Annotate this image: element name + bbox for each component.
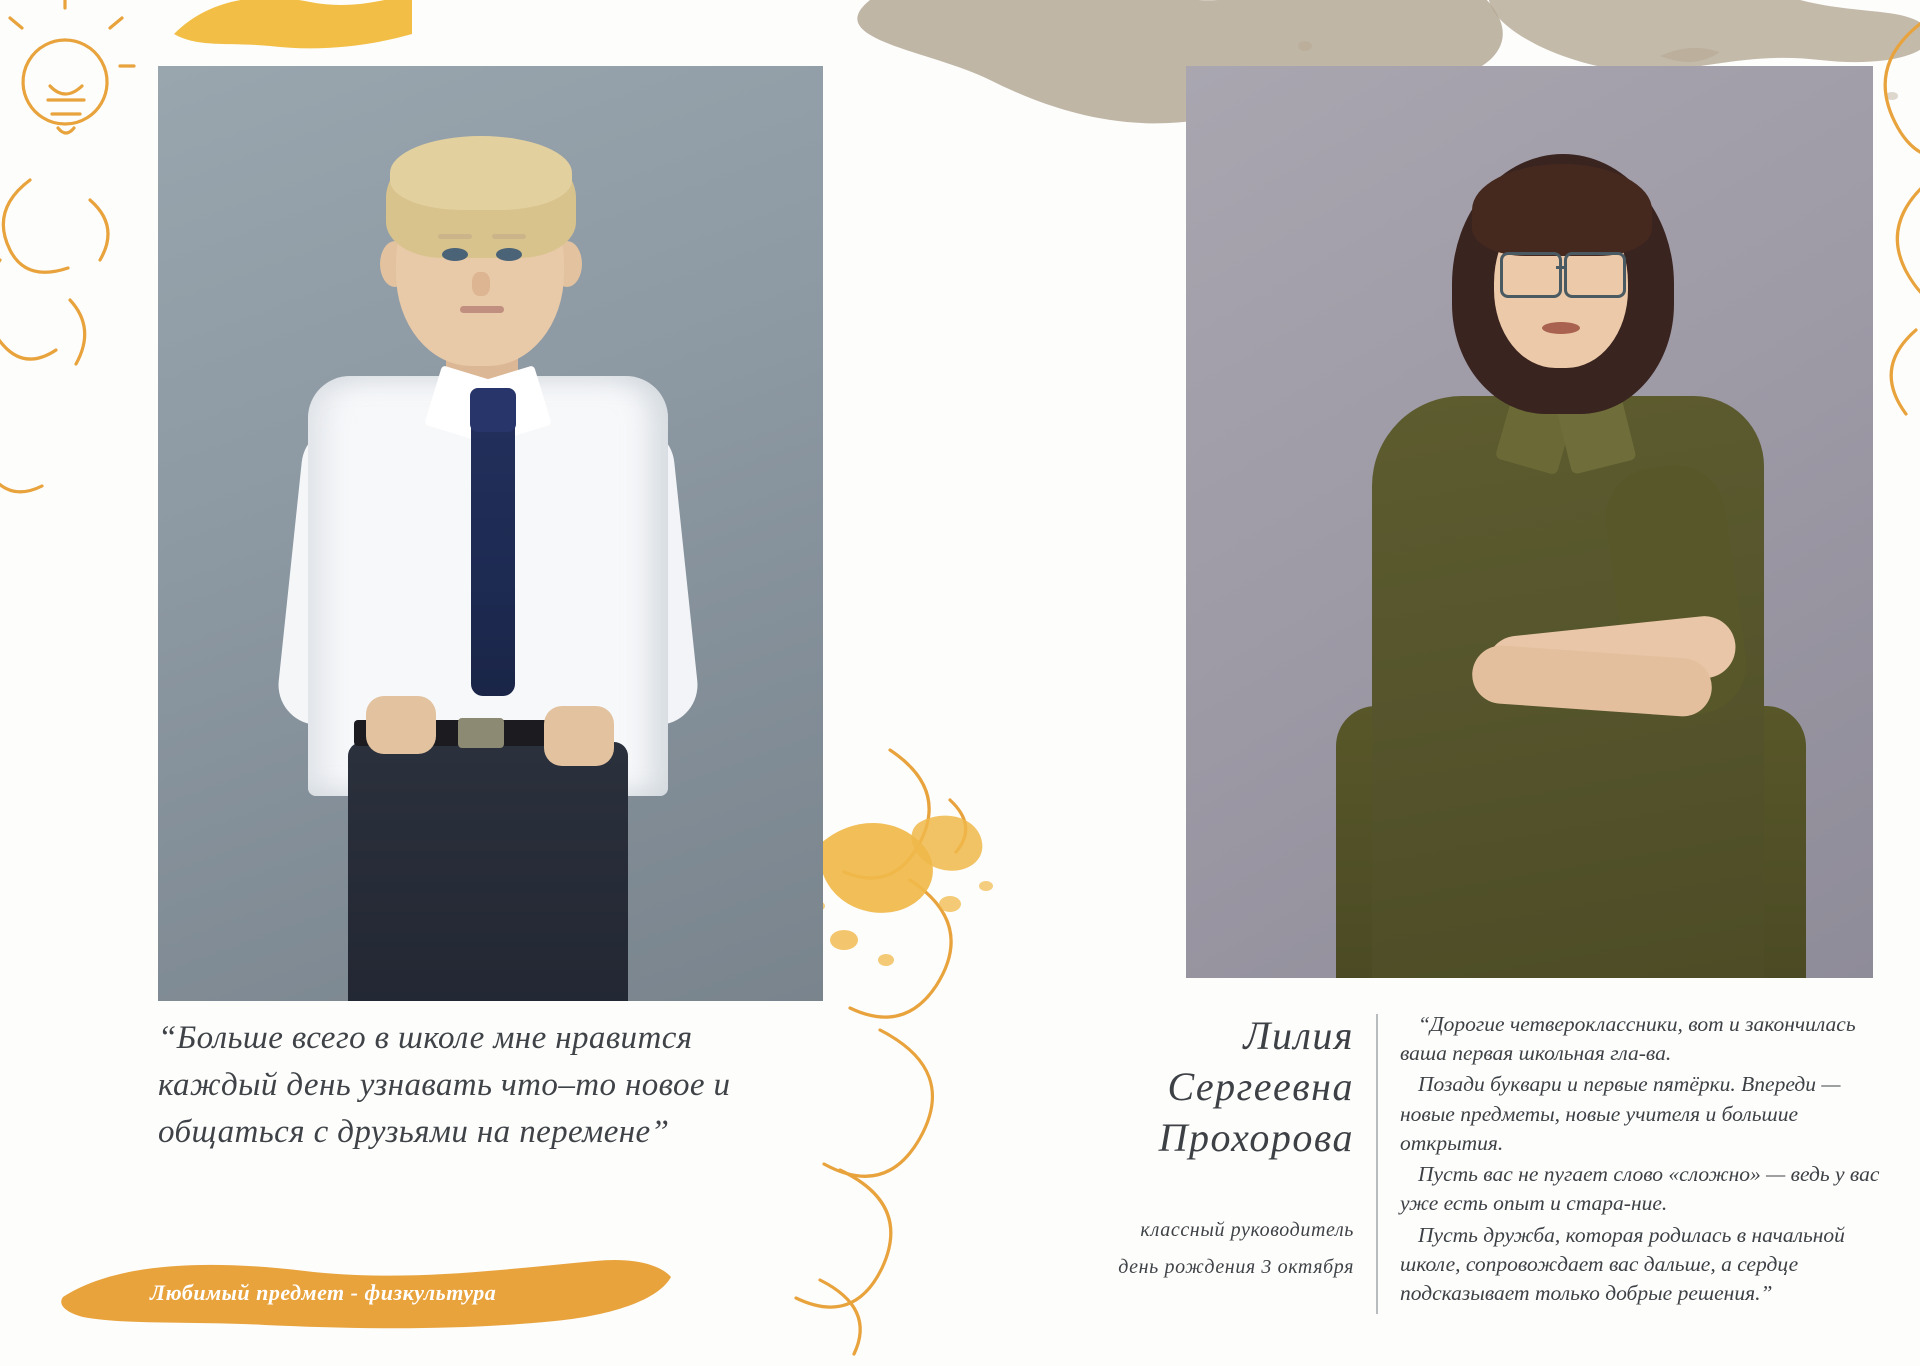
teacher-lips — [1542, 322, 1580, 334]
paint-splatter-icon — [800, 800, 1020, 980]
student-quote: “Больше всего в школе мне нравится каждый день узнавать что–то новое и общаться с друзьями на перемене” — [158, 1020, 731, 1150]
teacher-hair-fringe — [1472, 164, 1652, 256]
student-hand-right — [544, 706, 614, 766]
favorite-subject-label: Любимый предмет - физкультура — [150, 1280, 497, 1305]
teacher-name-line-1: Лилия — [1243, 1013, 1354, 1058]
teacher-glasses-right-lens — [1564, 252, 1626, 298]
student-trousers — [348, 742, 628, 1001]
teacher-letter-paragraph: Пусть дружба, которая родилась в начальной школе, сопровождает вас дальше, а сердце подсказывает только добрые решения.” — [1400, 1222, 1845, 1306]
student-hand-left — [366, 696, 436, 754]
student-necktie-knot — [470, 388, 516, 432]
teacher-role: классный руководитель — [1140, 1218, 1354, 1241]
teacher-glasses-left-lens — [1500, 252, 1562, 298]
teacher-name-line-2: Сергеевна — [1167, 1064, 1354, 1110]
teacher-info-block — [1100, 1010, 1890, 1314]
student-belt-buckle — [458, 718, 504, 748]
teacher-letter — [1378, 1010, 1890, 1310]
student-mouth — [460, 306, 504, 313]
student-hair-highlight — [390, 136, 572, 210]
student-necktie — [471, 396, 515, 696]
teacher-identity — [1100, 1010, 1376, 1279]
teacher-photo — [1186, 66, 1873, 978]
teacher-name — [1100, 1010, 1354, 1164]
student-photo — [158, 66, 823, 1001]
teacher-letter-paragraph: “Дорогие четвероклассники, вот и закончилась ваша первая школьная гла-ва. — [1400, 1012, 1856, 1066]
favorite-subject-banner — [55, 1255, 675, 1337]
teacher-letter-paragraph: Позади буквари и первые пятёрки. Впереди — новые предметы, новые учителя и большие открытия. — [1400, 1072, 1841, 1155]
student-nose — [472, 272, 490, 296]
student-eyebrow-left — [438, 234, 472, 239]
teacher-name-line-3: Прохорова — [1158, 1115, 1354, 1161]
teacher-birthday: день рождения 3 октября — [1118, 1255, 1354, 1278]
student-eye-right — [496, 248, 522, 261]
student-eye-left — [442, 248, 468, 261]
teacher-letter-paragraph: Пусть вас не пугает слово «сложно» — ведь у вас уже есть опыт и стара-ние. — [1400, 1162, 1880, 1216]
student-eyebrow-right — [492, 234, 526, 239]
teacher-glasses-bridge — [1556, 266, 1566, 269]
brush-stroke-icon — [170, 0, 415, 60]
